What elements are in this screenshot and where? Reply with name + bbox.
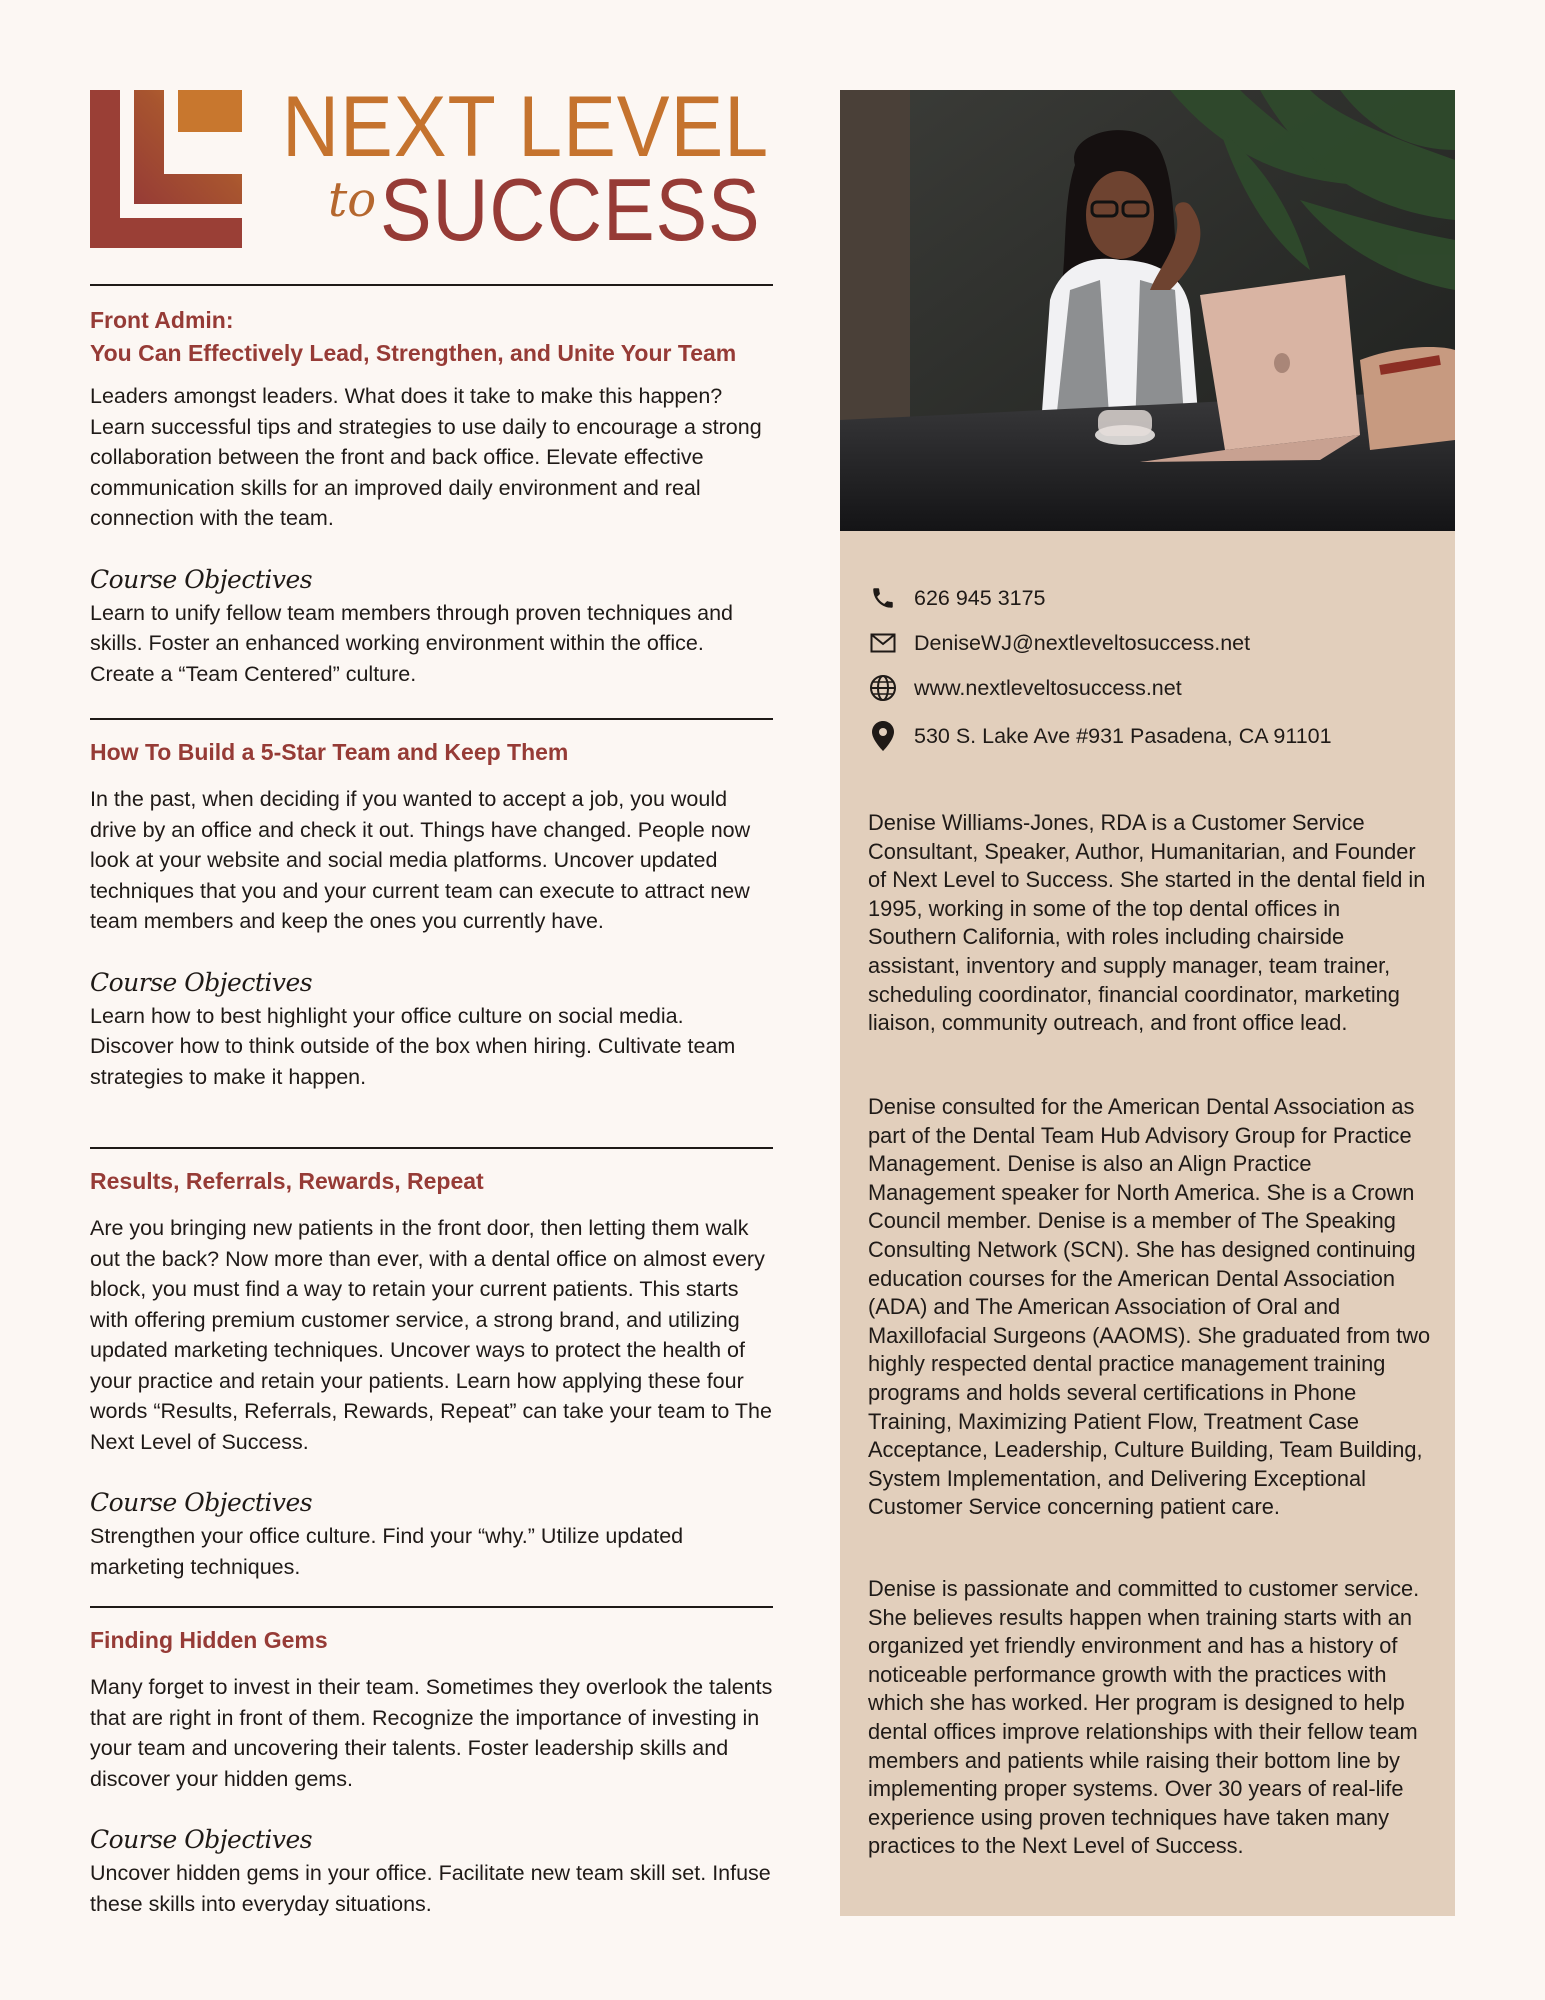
logo-text-success: SUCCESS [380, 160, 761, 259]
section-title: Front Admin: [90, 307, 234, 333]
section-results-referrals [90, 1165, 773, 1582]
divider [90, 284, 773, 286]
portrait-photo [840, 90, 1455, 531]
course-objectives-text: Learn how to best highlight your office culture on social media. Discover how to think outside of the box when hiring. Cultivate team strategies to make it happen. [90, 1003, 736, 1089]
course-objectives-text: Strengthen your office culture. Find your “why.” Utilize updated marketing techniques. [90, 1524, 684, 1579]
contact-phone[interactable] [868, 581, 1428, 615]
course-objectives-text: Learn to unify fellow team members through proven techniques and skills. Foster an enhanced working environment within the office. Create a “Team Centered” culture. [90, 600, 733, 686]
course-objectives-label: Course Objectives [90, 564, 313, 594]
website-url: www.nextleveltosuccess.net [914, 675, 1182, 700]
mail-icon [868, 628, 898, 658]
divider [90, 718, 773, 720]
course-objectives-label: Course Objectives [90, 1488, 313, 1517]
bio-panel [840, 531, 1455, 1916]
divider [90, 1606, 773, 1608]
section-title: Finding Hidden Gems [90, 1627, 328, 1653]
logo-mark-icon [90, 90, 242, 248]
section-hidden-gems [90, 1624, 773, 1919]
email-address: DeniseWJ@nextleveltosuccess.net [914, 630, 1251, 655]
section-body: In the past, when deciding if you wanted to accept a job, you would drive by an office and check it out. Things have changed. People now look at your website and social media platforms. Uncover updated techniques that you and your current team can execute to attract new team members and keep the ones you currently have. [90, 787, 751, 933]
section-body: Many forget to invest in their team. Sometimes they overlook the talents that are right in front of them. Recognize the importance of investing in your team and uncovering their talents. Foster leadership skills and discover your hidden gems. [90, 1675, 773, 1791]
course-objectives-label: Course Objectives [90, 967, 313, 997]
bio-paragraph: Denise consulted for the American Dental Association as part of the Dental Team Hub Advisory Group for Practice Management. Denise is also an Align Practice Management speaker for North America. She is a Crown Council member. Denise is a member of The Speaking Consulting Network (SCN). She has designed continuing education courses for the American Dental Association (ADA) and The American Association of Oral and Maxillofacial Surgeons (AAOMS). She graduated from two highly respected dental practice management training programs and holds several certifications in Phone Training, Maximizing Patient Flow, Treatment Case Acceptance, Leadership, Culture Building, Team Building, System Implementation, and Delivering Exceptional Customer Service concerning patient care. [868, 1094, 1431, 1520]
logo [90, 79, 773, 259]
section-5-star-team [90, 736, 773, 1092]
globe-icon [868, 673, 898, 703]
phone-icon [868, 583, 898, 613]
contact-website[interactable] [868, 671, 1428, 705]
street-address: 530 S. Lake Ave #931 Pasadena, CA 91101 [914, 723, 1332, 748]
section-title: How To Build a 5-Star Team and Keep Them [90, 739, 569, 765]
section-title: Results, Referrals, Rewards, Repeat [90, 1168, 484, 1194]
logo-text-to: to [328, 172, 377, 228]
bio-paragraph: Denise Williams-Jones, RDA is a Customer Service Consultant, Speaker, Author, Humanitarian, and Founder of Next Level to Success. She started in the dental field in 1995, working in some of the top dental offices in Southern California, with roles including chairside assistant, inventory and supply manager, team trainer, scheduling coordinator, financial coordinator, marketing liaison, community outreach, and front office lead. [868, 810, 1426, 1036]
section-front-admin [90, 304, 773, 689]
section-body: Leaders amongst leaders. What does it take to make this happen? Learn successful tips and strategies to use daily to encourage a strong collaboration between the front and back office. Elevate effective communication skills for an improved daily environment and real connection with the team. [90, 384, 762, 530]
section-body: Are you bringing new patients in the front door, then letting them walk out the back? Now more than ever, with a dental office on almost every block, you must find a way to retain your current patients. This starts with offering premium customer service, a strong brand, and utilizing updated marketing techniques. Uncover ways to protect the health of your practice and retain your patients. Learn how applying these four words “Results, Referrals, Rewards, Repeat” can take your team to The Next Level of Success. [90, 1216, 772, 1454]
portrait-illustration [840, 90, 1455, 531]
phone-number: 626 945 3175 [914, 585, 1046, 610]
course-objectives-text: Uncover hidden gems in your office. Facilitate new team skill set. Infuse these skills into everyday situations. [90, 1861, 771, 1916]
section-subtitle: You Can Effectively Lead, Strengthen, and Unite Your Team [90, 340, 737, 366]
location-pin-icon [868, 721, 898, 751]
course-objectives-label: Course Objectives [90, 1825, 313, 1854]
bio-paragraph: Denise is passionate and committed to customer service. She believes results happen when training starts with an organized yet friendly environment and has a history of noticeable performance growth with the practices with which she has worked. Her program is designed to help dental offices improve relationships with their fellow team members and patients while raising their bottom line by implementing proper systems. Over 30 years of real-life experience using proven techniques have taken many practices to the Next Level of Success. [868, 1576, 1420, 1859]
contact-email[interactable] [868, 626, 1428, 660]
divider [90, 1147, 773, 1149]
contact-address[interactable] [868, 719, 1428, 753]
logo-text-next-level: NEXT LEVEL [282, 79, 770, 175]
